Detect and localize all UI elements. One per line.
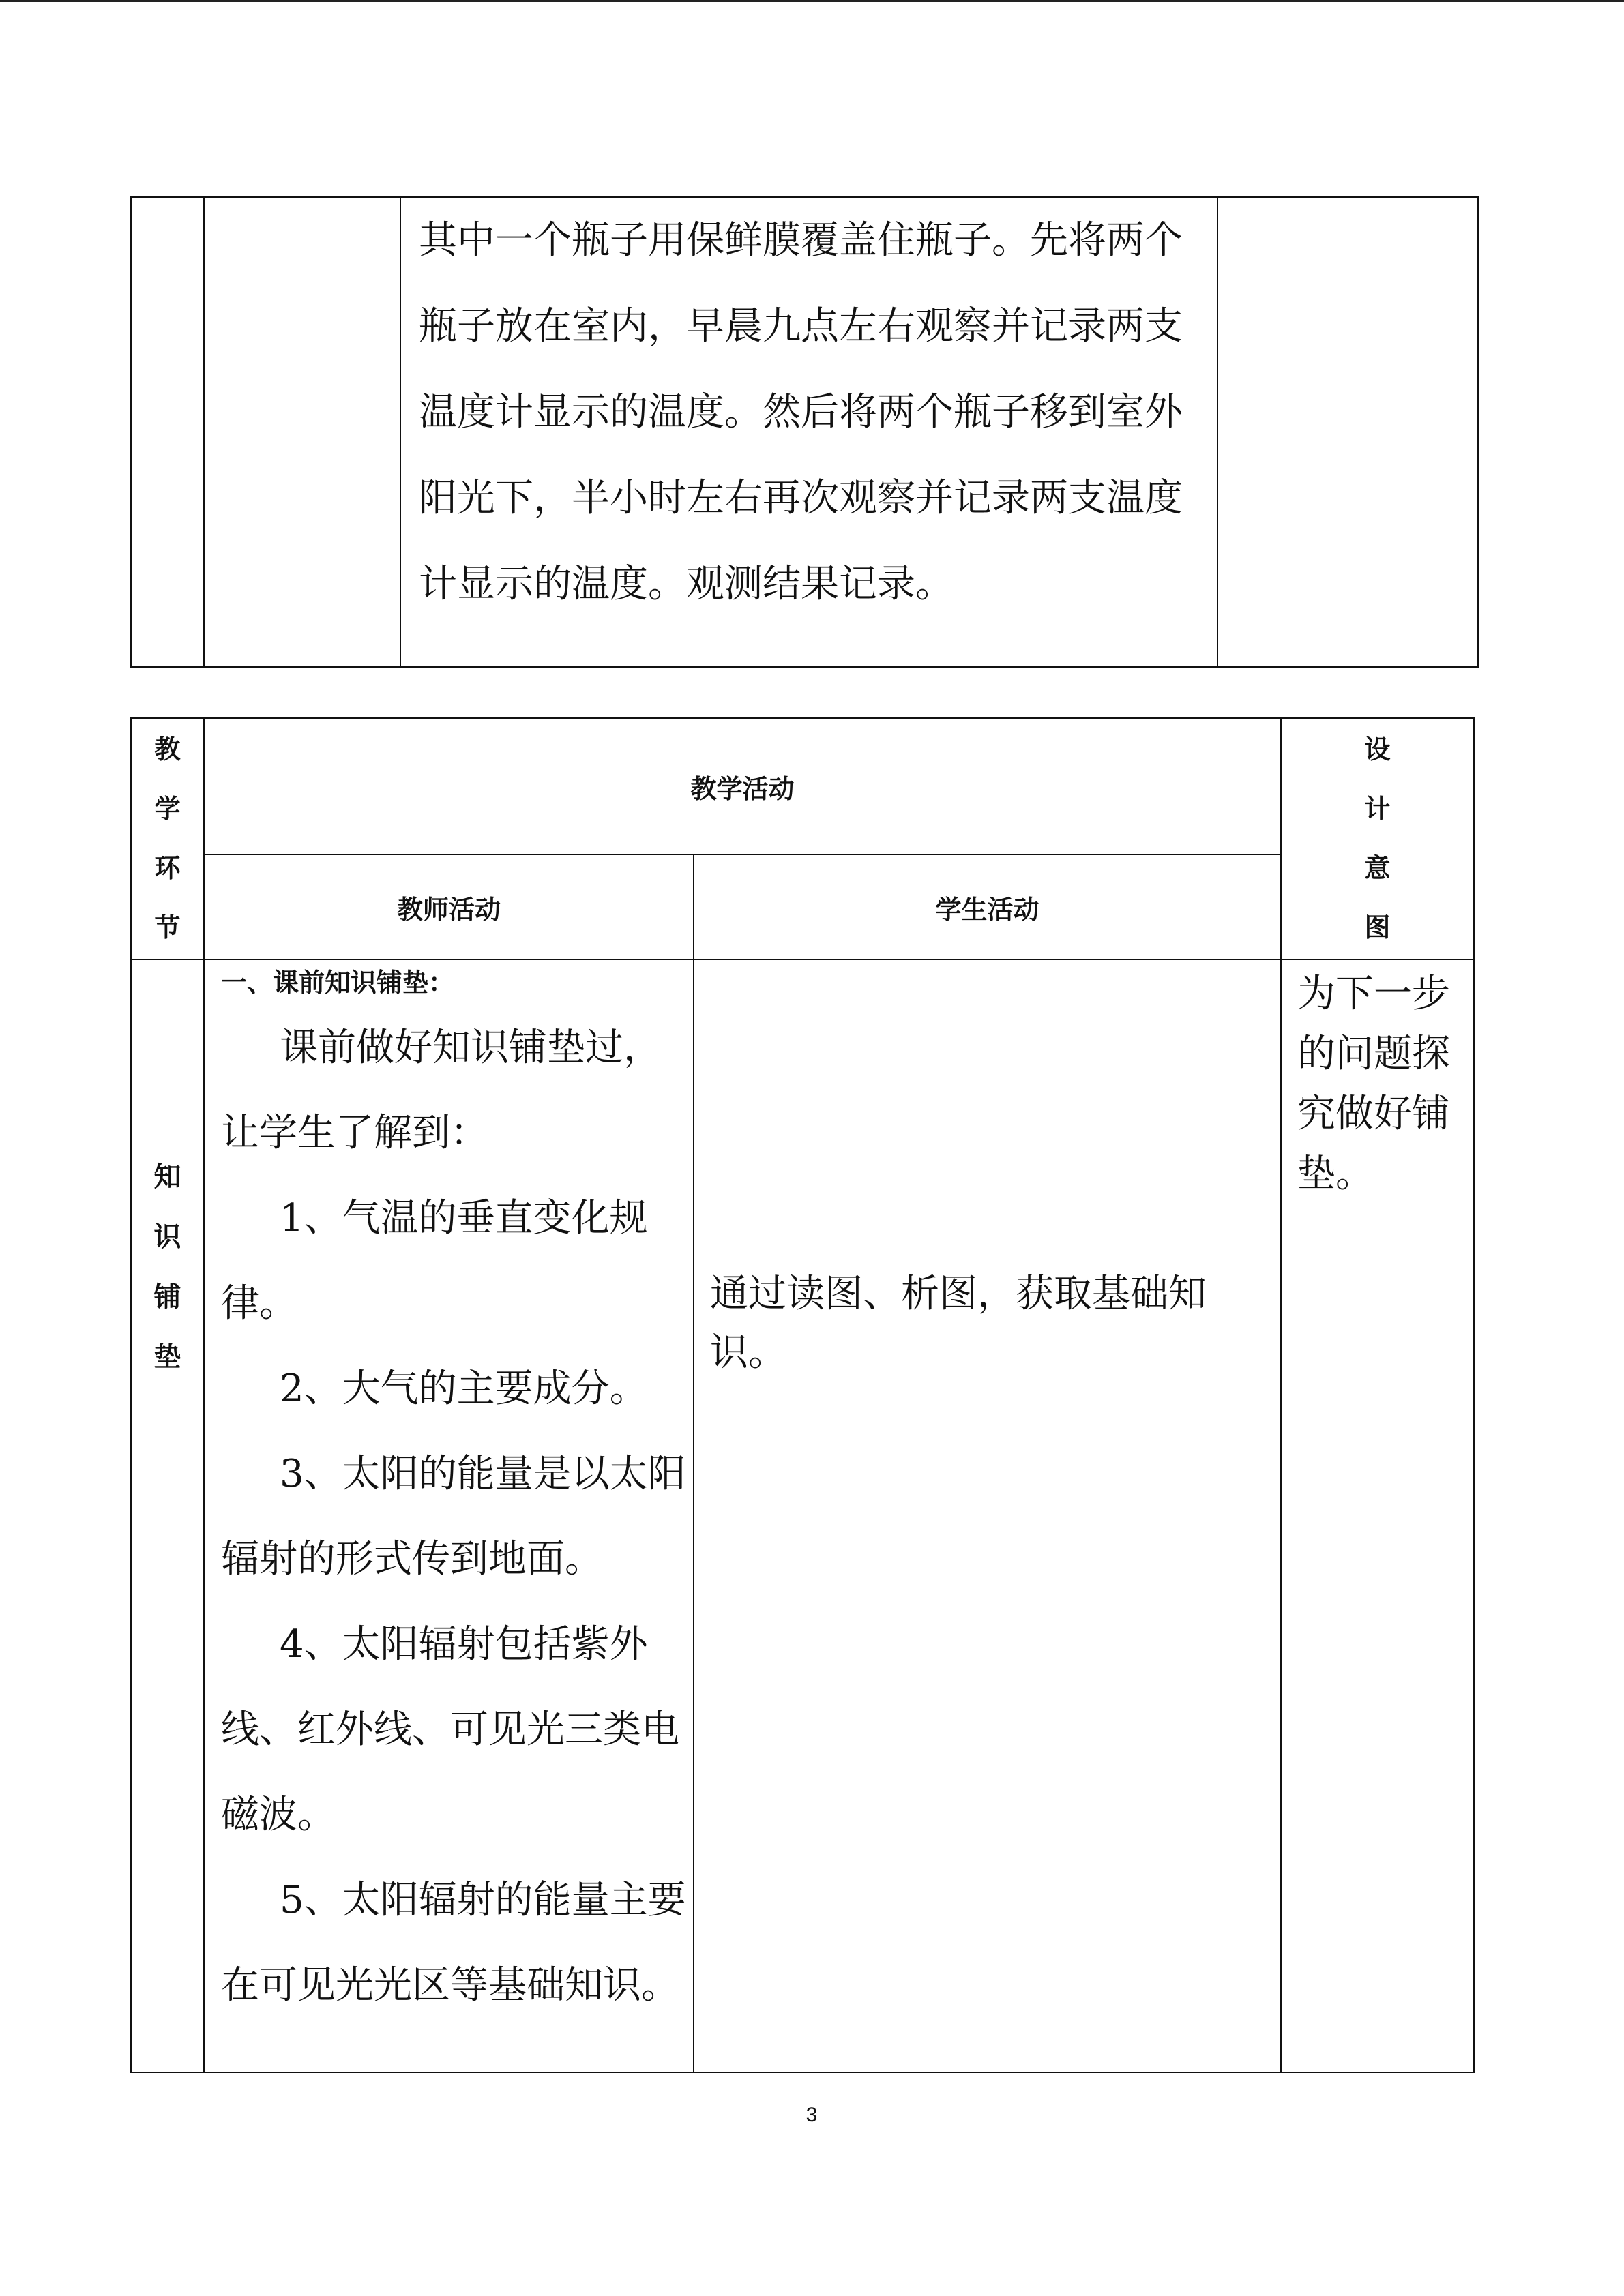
teacher-line: 线、红外线、可见光三类电 — [221, 1708, 679, 1752]
header-activities-label: 教学活动 — [690, 773, 795, 804]
teacher-line: 让学生了解到： — [221, 1111, 488, 1155]
header-teacher-cell — [204, 854, 694, 959]
teacher-line: 课前做好知识铺垫过， — [280, 1026, 662, 1070]
teacher-line: 在可见光光区等基础知识。 — [221, 1963, 679, 2008]
content-line: 阳光下，半小时左右再次观察并记录两支温度 — [419, 476, 1183, 520]
intent-line: 究做好铺 — [1297, 1092, 1451, 1136]
content-line: 其中一个瓶子用保鲜膜覆盖住瓶子。先将两个 — [419, 218, 1183, 263]
continuation-stage-cell — [131, 197, 204, 667]
teacher-section-heading: 一、课前知识铺垫： — [221, 968, 455, 998]
body-student-cell — [694, 959, 1281, 2072]
header-teacher-label: 教师活动 — [396, 894, 501, 925]
body-stage-cell — [131, 959, 204, 2072]
intent-line: 的问题探 — [1297, 1032, 1451, 1076]
content-line: 温度计显示的温度。然后将两个瓶子移到室外 — [419, 390, 1183, 434]
continuation-content-cell — [400, 197, 1217, 667]
header-intent-label: 设计意图 — [1364, 734, 1391, 942]
lesson-plan-table — [130, 717, 1475, 2073]
body-intent-cell — [1281, 959, 1474, 2072]
student-line: 识。 — [710, 1330, 786, 1375]
page-top-rule — [0, 0, 1624, 2]
header-student-label: 学生活动 — [935, 894, 1039, 925]
header-activities-cell — [204, 718, 1281, 854]
continuation-teacher-cell — [204, 197, 400, 667]
teacher-line: 律。 — [221, 1281, 297, 1326]
intent-line: 垫。 — [1297, 1152, 1374, 1196]
teacher-line: 5、太阳辐射的能量主要 — [280, 1878, 686, 1922]
page-number: 3 — [806, 2104, 818, 2126]
teacher-line: 4、太阳辐射包括紫外 — [280, 1622, 648, 1667]
teacher-line: 3、太阳的能量是以太阳 — [280, 1452, 686, 1496]
body-teacher-cell — [204, 959, 694, 2072]
header-stage-label: 教学环节 — [154, 734, 181, 942]
body-stage-label: 知识铺垫 — [153, 1161, 181, 1373]
teacher-line: 1、气温的垂直变化规 — [280, 1196, 648, 1240]
teacher-line: 辐射的形式传到地面。 — [221, 1537, 603, 1581]
teacher-line: 磁波。 — [221, 1793, 336, 1837]
continuation-table — [130, 196, 1479, 668]
content-line: 瓶子放在室内，早晨九点左右观察并记录两支 — [419, 304, 1183, 348]
header-stage-cell — [131, 718, 204, 959]
teacher-line: 2、大气的主要成分。 — [280, 1367, 648, 1411]
content-line: 计显示的温度。观测结果记录。 — [419, 562, 954, 606]
continuation-intent-cell — [1217, 197, 1478, 667]
student-line: 通过读图、析图，获取基础知 — [710, 1272, 1207, 1316]
header-student-cell — [694, 854, 1281, 959]
intent-line: 为下一步 — [1297, 972, 1451, 1016]
header-intent-cell — [1281, 718, 1474, 959]
